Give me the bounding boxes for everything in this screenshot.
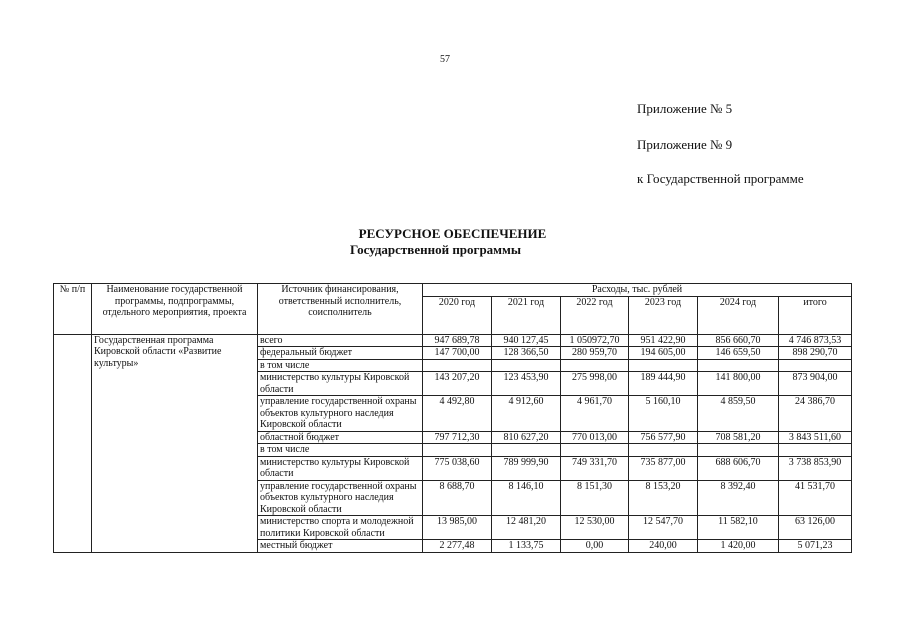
total-cell: 63 126,00 — [779, 516, 852, 540]
value-cell — [698, 444, 779, 457]
value-cell — [629, 359, 698, 372]
value-cell: 2 277,48 — [423, 540, 492, 553]
source-cell: областной бюджет — [258, 431, 423, 444]
value-cell: 789 999,90 — [492, 456, 561, 480]
source-cell: министерство культуры Кировской области — [258, 372, 423, 396]
value-cell — [698, 359, 779, 372]
row-num-cell — [54, 334, 92, 552]
total-cell: 3 738 853,90 — [779, 456, 852, 480]
value-cell: 8 392,40 — [698, 480, 779, 516]
source-cell: управление государственной охраны объектов культурного наследия Кировской области — [258, 396, 423, 432]
value-cell: 756 577,90 — [629, 431, 698, 444]
value-cell: 12 547,70 — [629, 516, 698, 540]
header-total: итого — [779, 296, 852, 334]
value-cell: 4 859,50 — [698, 396, 779, 432]
value-cell: 8 146,10 — [492, 480, 561, 516]
total-cell: 41 531,70 — [779, 480, 852, 516]
value-cell — [423, 444, 492, 457]
value-cell: 11 582,10 — [698, 516, 779, 540]
value-cell: 12 481,20 — [492, 516, 561, 540]
source-cell: управление государственной охраны объектов культурного наследия Кировской области — [258, 480, 423, 516]
value-cell — [629, 444, 698, 457]
header-year: 2024 год — [698, 296, 779, 334]
header-year: 2020 год — [423, 296, 492, 334]
total-cell: 3 843 511,60 — [779, 431, 852, 444]
value-cell: 797 712,30 — [423, 431, 492, 444]
value-cell: 141 800,00 — [698, 372, 779, 396]
source-cell: в том числе — [258, 359, 423, 372]
value-cell: 775 038,60 — [423, 456, 492, 480]
value-cell: 708 581,20 — [698, 431, 779, 444]
value-cell: 810 627,20 — [492, 431, 561, 444]
document-subtitle: Государственной программы — [349, 242, 522, 257]
header-year: 2022 год — [561, 296, 629, 334]
total-cell: 5 071,23 — [779, 540, 852, 553]
value-cell: 5 160,10 — [629, 396, 698, 432]
header-expenses: Расходы, тыс. рублей — [423, 284, 852, 297]
appendix-line-3: к Государственной программе — [637, 171, 804, 186]
value-cell: 143 207,20 — [423, 372, 492, 396]
value-cell: 0,00 — [561, 540, 629, 553]
header-source: Источник финансирования, ответственный исполнитель, соисполнитель — [258, 284, 423, 335]
source-cell: министерство культуры Кировской области — [258, 456, 423, 480]
total-cell — [779, 359, 852, 372]
value-cell — [561, 359, 629, 372]
appendix-line-2: Приложение № 9 — [637, 137, 733, 152]
value-cell: 4 492,80 — [423, 396, 492, 432]
total-cell: 898 290,70 — [779, 347, 852, 360]
value-cell: 8 153,20 — [629, 480, 698, 516]
page-number: 57 — [440, 54, 450, 65]
value-cell: 1 050972,70 — [561, 334, 629, 347]
value-cell — [492, 444, 561, 457]
header-num: № п/п — [54, 284, 92, 335]
resource-table — [53, 283, 852, 553]
value-cell: 240,00 — [629, 540, 698, 553]
value-cell: 856 660,70 — [698, 334, 779, 347]
value-cell: 280 959,70 — [561, 347, 629, 360]
value-cell: 735 877,00 — [629, 456, 698, 480]
header-year: 2021 год — [492, 296, 561, 334]
appendix-line-1: Приложение № 5 — [637, 101, 733, 116]
total-cell: 24 386,70 — [779, 396, 852, 432]
value-cell: 688 606,70 — [698, 456, 779, 480]
source-cell: всего — [258, 334, 423, 347]
program-name-cell: Государственная программа Кировской области «Развитие культуры» — [92, 334, 258, 552]
total-cell: 4 746 873,53 — [779, 334, 852, 347]
value-cell: 1 133,75 — [492, 540, 561, 553]
source-cell: министерство спорта и молодежной политики Кировской области — [258, 516, 423, 540]
value-cell: 275 998,00 — [561, 372, 629, 396]
value-cell: 4 961,70 — [561, 396, 629, 432]
value-cell: 8 151,30 — [561, 480, 629, 516]
value-cell: 4 912,60 — [492, 396, 561, 432]
value-cell: 147 700,00 — [423, 347, 492, 360]
total-cell — [779, 444, 852, 457]
value-cell: 123 453,90 — [492, 372, 561, 396]
value-cell: 189 444,90 — [629, 372, 698, 396]
value-cell — [492, 359, 561, 372]
total-cell: 873 904,00 — [779, 372, 852, 396]
value-cell — [561, 444, 629, 457]
value-cell: 1 420,00 — [698, 540, 779, 553]
source-cell: в том числе — [258, 444, 423, 457]
document-title: РЕСУРСНОЕ ОБЕСПЕЧЕНИЕ — [358, 226, 547, 241]
value-cell: 770 013,00 — [561, 431, 629, 444]
source-cell: федеральный бюджет — [258, 347, 423, 360]
value-cell: 749 331,70 — [561, 456, 629, 480]
value-cell: 13 985,00 — [423, 516, 492, 540]
value-cell: 146 659,50 — [698, 347, 779, 360]
table-row — [54, 334, 852, 347]
value-cell: 940 127,45 — [492, 334, 561, 347]
value-cell: 8 688,70 — [423, 480, 492, 516]
header-year: 2023 год — [629, 296, 698, 334]
header-name: Наименование государственной программы, подпрограммы, отдельного мероприятия, проекта — [92, 284, 258, 335]
value-cell: 128 366,50 — [492, 347, 561, 360]
value-cell — [423, 359, 492, 372]
source-cell: местный бюджет — [258, 540, 423, 553]
value-cell: 194 605,00 — [629, 347, 698, 360]
value-cell: 12 530,00 — [561, 516, 629, 540]
value-cell: 951 422,90 — [629, 334, 698, 347]
value-cell: 947 689,78 — [423, 334, 492, 347]
